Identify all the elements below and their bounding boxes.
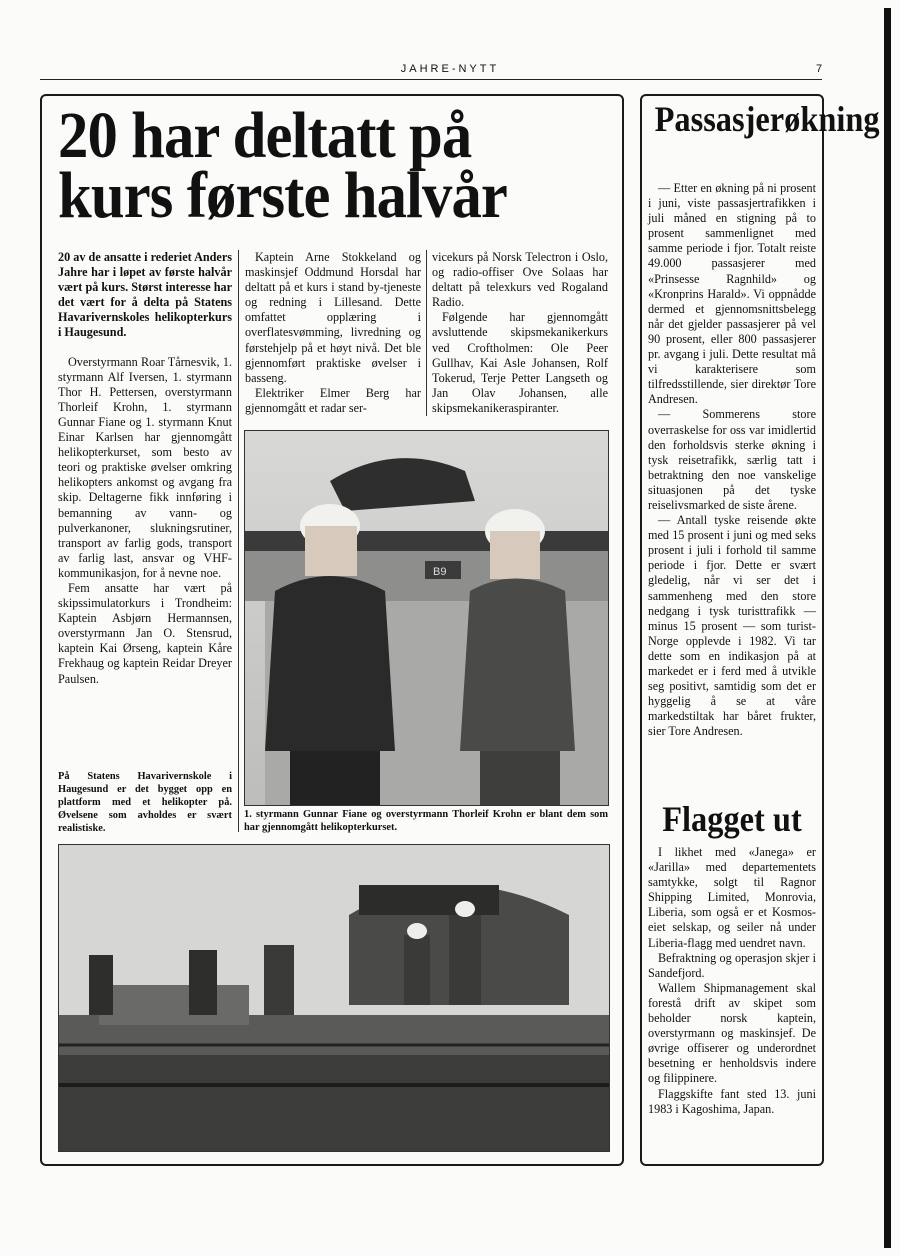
photo-two-officers — [244, 430, 609, 806]
photo-helicopter-platform-image — [59, 845, 609, 1151]
article-paragraph: Kaptein Arne Stokkeland og maskinsjef Oddmund Horsdal har deltatt på et kurs i stand by-tjeneste og redning i Lillesand. Dette omfattet opplæring i overflatesvømming, livredning og førstehjelp på et høyt nivå. Det ble gjennomført praktiske øvelser i basseng. — [245, 250, 421, 385]
sidebar-headline-flagget: Flagget ut — [662, 799, 802, 839]
sidebar-paragraph: — Antall tyske reisende økte med 15 prosent i juni og med seks prosent i juli i forhold til samme periode i fjor. Dette er svært gledelig, når vi ser det i sammenheng med den store nedgang i tysk turisttrafikk — minus 15 prosent — som turist-Norge opplevde i 1982. Vi tar dette som en indikasjon på at markedet er i ferd med å utvikle seg positivt, samtidig som det er hyggelig å se at våre markedstiltak har båret frukter, sier Tore Andresen. — [648, 513, 816, 739]
sidebar-paragraph: — Etter en økning på ni prosent i juni, viste passasjertrafikken i juli måned en stigning på to prosent sammenlignet med samme periode i fjor. Totalt reiste 49.000 passasjerer med «Prinsesse Ragnhild» og «Kronprins Harald». Vi oppnådde dermed et gjennomsnittsbelegg når det gjelder passasjerer på vel 90 prosent, eller 800 passasjerer pr. avgang i juli. Dette resultat må vi karakterisere som tilfredsstillende, sier direktør Tore Andresen. — [648, 181, 816, 407]
article-paragraph: Følgende har gjennomgått avsluttende skipsmekanikerkurs ved Croftholmen: Ole Peer Gullhav, Kai Asle Johansen, Rolf Tokerud, Terje Petter Langseth og Jan Olav Johansen, alle skipsmekanikeraspiranter. — [432, 310, 608, 415]
article-lead: 20 av de ansatte i rederiet Anders Jahre har i løpet av første halvår vært på kurs. Størst interesse har det vært for å delta på Statens Havarivernskoles helikopterkurs i Haugesund. — [58, 250, 232, 340]
sidebar-paragraph: — Sommerens store overraskelse for oss var imidlertid den forholdsvis sterke økning i tysk reisetrafikk, særlig tatt i betraktning den noe vanskelige situasjonen på det tyske reiselivsmarked de siste årene. — [648, 407, 816, 512]
photo-two-officers-image — [245, 431, 608, 805]
sidebar-article-flagget — [648, 845, 816, 1117]
sidebar-article-passasjer — [648, 181, 816, 739]
headline-line-1: 20 har deltatt på — [58, 99, 472, 172]
sidebar-paragraph: Befraktning og operasjon skjer i Sandefjord. — [648, 950, 816, 980]
sign-label: B9 — [433, 566, 447, 578]
sidebar-paragraph: I likhet med «Janega» er «Jarilla» med departementets samtykke, solgt til Ragnor Shipping Limited, Monrovia, Liberia, som også er et Kosmos-eiet selskap, og seiler nå under Liberia-flagg med uendret navn. — [648, 845, 816, 950]
article-column-3 — [432, 250, 608, 416]
photo-helicopter-platform — [58, 844, 610, 1152]
header-rule — [40, 79, 822, 80]
headline-line-2: kurs første halvår — [58, 159, 507, 232]
article-paragraph: vicekurs på Norsk Telectron i Oslo, og radio-offiser Ove Solaas har deltatt på telexkurs ved Rogaland Radio. — [432, 250, 608, 310]
article-paragraph: Fem ansatte har vært på skipssimulatorkurs i Trondheim: Kaptein Asbjørn Hermannsen, overstyrmann Jan O. Stensrud, kaptein Kai Ørseng, kaptein Kåre Frekhaug og kaptein Reidar Dreyer Paulsen. — [58, 580, 232, 686]
column-rule — [426, 250, 427, 416]
column-rule — [238, 250, 239, 832]
caption-platform: På Statens Havarivernskole i Haugesund er det bygget opp en plattform med et helikopter på. Øvelsene som avholdes er svært realistiske. — [58, 771, 232, 834]
main-headline — [58, 99, 573, 232]
article-column-1 — [58, 250, 232, 687]
sidebar-paragraph: Wallem Shipmanagement skal forestå drift av skipet som beholder norsk kaptein, overstyrmann og maskinsjef. De øvrige offiserer og underordnet besetning er henholdsvis indere og filippinere. — [648, 980, 816, 1086]
article-paragraph: Elektriker Elmer Berg har gjennomgått et radar ser- — [245, 385, 421, 415]
running-header: JAHRE-NYTT — [400, 63, 500, 75]
article-column-2 — [245, 250, 421, 416]
caption-photo-1: 1. styrmann Gunnar Fiane og overstyrmann Thorleif Krohn er blant dem som har gjennomgått helikopterkurset. — [244, 809, 608, 833]
page-number: 7 — [816, 63, 823, 75]
sidebar-headline-passasjer: Passasjerøkning — [654, 99, 880, 139]
article-paragraph: Overstyrmann Roar Tårnesvik, 1. styrmann Alf Iversen, 1. styrmann Thor H. Pettersen, overstyrmann Thorleif Krohn, 1. styrmann Gunnar Fiane og 1. styrmann Knut Einar Karlsen har gjennomgått helikopterkurset, som besto av teori og praktiske øvelser omkring helikopters ankomst og avgang fra skip. Deltagerne fikk innføring i bemanning av vann- og pulverkanoner, slukningsrutiner, transport av farlig gods, transport av farlig last, ansvar og VHF-kommunikasjon, for å nevne noe. — [58, 354, 232, 580]
page-edge-bar — [884, 8, 891, 1248]
sidebar-paragraph: Flaggskifte fant sted 13. juni 1983 i Kagoshima, Japan. — [648, 1086, 816, 1116]
